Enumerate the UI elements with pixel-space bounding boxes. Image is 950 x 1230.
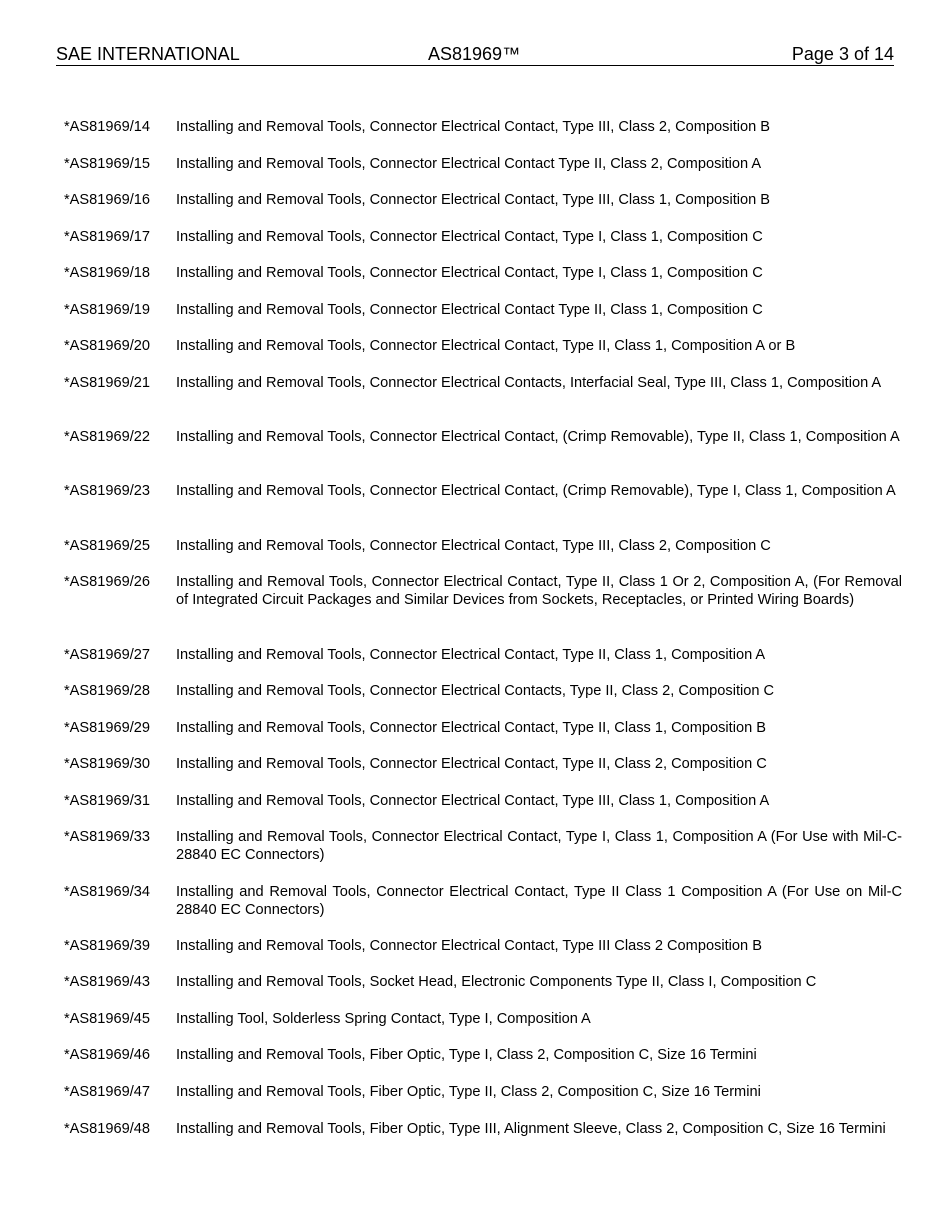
entry-code: *AS81969/14 <box>64 119 151 135</box>
entry-description: Installing Tool, Solderless Spring Contact, Type I, Composition A <box>176 1011 591 1027</box>
list-item <box>64 1083 902 1101</box>
list-item <box>64 792 902 810</box>
entry-code: *AS81969/15 <box>64 156 151 172</box>
list-item <box>64 191 902 209</box>
entry-code: *AS81969/18 <box>64 265 151 281</box>
list-item <box>64 118 902 136</box>
page-header <box>56 44 894 66</box>
list-item <box>64 937 902 955</box>
entry-description: Installing and Removal Tools, Connector Electrical Contact, (Crimp Removable), Type I, Class 1, Composition A <box>176 483 896 499</box>
list-item <box>64 573 902 609</box>
entry-description: Installing and Removal Tools, Fiber Optic, Type I, Class 2, Composition C, Size 16 Termini <box>176 1047 757 1063</box>
entry-description: Installing and Removal Tools, Connector Electrical Contact, Type II, Class 1, Composition A or B <box>176 338 796 354</box>
list-item <box>64 646 902 664</box>
entry-code: *AS81969/34 <box>64 884 151 900</box>
entry-description: Installing and Removal Tools, Fiber Optic, Type III, Alignment Sleeve, Class 2, Composition C, Size 16 Termini <box>176 1121 886 1137</box>
entry-code: *AS81969/25 <box>64 538 151 554</box>
entry-code: *AS81969/39 <box>64 938 151 954</box>
list-item <box>64 1120 902 1138</box>
list-item <box>64 337 902 355</box>
entry-code: *AS81969/27 <box>64 647 151 663</box>
entry-code: *AS81969/29 <box>64 720 151 736</box>
list-item <box>64 264 902 282</box>
list-item <box>64 755 902 773</box>
entry-code: *AS81969/28 <box>64 683 151 699</box>
list-item <box>64 155 902 173</box>
entry-description: Installing and Removal Tools, Connector Electrical Contact, Type III, Class 2, Composition B <box>176 119 771 135</box>
entry-description: Installing and Removal Tools, Connector Electrical Contact Type II, Class 2, Composition A <box>176 156 762 172</box>
entry-description: Installing and Removal Tools, Connector Electrical Contact, Type III Class 2 Composition B <box>176 938 762 954</box>
entry-description: Installing and Removal Tools, Connector Electrical Contacts, Interfacial Seal, Type III, Class 1, Composition A <box>176 375 882 391</box>
entry-description: Installing and Removal Tools, Socket Head, Electronic Components Type II, Class I, Composition C <box>176 974 817 990</box>
list-item <box>64 719 902 737</box>
entry-code: *AS81969/21 <box>64 375 151 391</box>
list-item <box>64 1046 902 1064</box>
entry-code: *AS81969/17 <box>64 229 151 245</box>
entry-description: Installing and Removal Tools, Connector Electrical Contact Type II, Class 1, Composition C <box>176 302 763 318</box>
list-item <box>64 828 902 864</box>
entry-code: *AS81969/43 <box>64 974 151 990</box>
entry-description: Installing and Removal Tools, Connector Electrical Contact, Type III, Class 1, Composition B <box>176 192 771 208</box>
list-item <box>64 537 902 555</box>
entry-code: *AS81969/19 <box>64 302 151 318</box>
list-item <box>64 883 902 919</box>
entry-code: *AS81969/26 <box>64 574 151 590</box>
header-page-number: Page 3 of 14 <box>791 44 894 64</box>
list-item <box>64 682 902 700</box>
entry-code: *AS81969/33 <box>64 829 151 845</box>
entry-description: Installing and Removal Tools, Connector Electrical Contact, Type III, Class 2, Composition C <box>176 538 771 554</box>
list-item <box>64 1010 902 1028</box>
entry-code: *AS81969/30 <box>64 756 151 772</box>
entry-code: *AS81969/47 <box>64 1084 151 1100</box>
entry-description: Installing and Removal Tools, Connector Electrical Contact, Type II, Class 2, Composition C <box>176 756 767 772</box>
list-item <box>64 374 902 392</box>
list-item <box>64 228 902 246</box>
list-item <box>64 482 902 500</box>
entry-code: *AS81969/22 <box>64 429 151 445</box>
entry-description: Installing and Removal Tools, Connector Electrical Contact, Type III, Class 1, Composition A <box>176 793 770 809</box>
entry-description: Installing and Removal Tools, Connector Electrical Contact, Type I, Class 1, Composition C <box>176 265 763 281</box>
entry-code: *AS81969/16 <box>64 192 151 208</box>
entry-code: *AS81969/31 <box>64 793 151 809</box>
list-item <box>64 973 902 991</box>
header-organization: SAE INTERNATIONAL <box>56 44 240 64</box>
entry-description: Installing and Removal Tools, Connector Electrical Contact, Type II Class 1 Composition A (For Use on Mil-C 28840 EC Connectors) <box>176 884 902 918</box>
entry-description: Installing and Removal Tools, Connector Electrical Contact, Type II, Class 1 Or 2, Composition A, (For Removal of Integrated Circuit Packages and Similar Devices from Sockets, Receptacles, or Printed Wiring Boards) <box>176 574 902 608</box>
entry-code: *AS81969/48 <box>64 1121 151 1137</box>
entry-description: Installing and Removal Tools, Fiber Optic, Type II, Class 2, Composition C, Size 16 Termini <box>176 1084 761 1100</box>
entry-description: Installing and Removal Tools, Connector Electrical Contact, Type II, Class 1, Composition A <box>176 647 766 663</box>
entry-description: Installing and Removal Tools, Connector Electrical Contact, Type II, Class 1, Composition B <box>176 720 766 736</box>
list-item <box>64 428 902 446</box>
entry-code: *AS81969/45 <box>64 1011 151 1027</box>
entry-code: *AS81969/46 <box>64 1047 151 1063</box>
entry-description: Installing and Removal Tools, Connector Electrical Contact, Type I, Class 1, Composition C <box>176 229 763 245</box>
entry-description: Installing and Removal Tools, Connector Electrical Contacts, Type II, Class 2, Composition C <box>176 683 775 699</box>
entry-description: Installing and Removal Tools, Connector Electrical Contact, Type I, Class 1, Composition A (For Use with Mil-C-28840 EC Connectors) <box>176 829 902 863</box>
list-item <box>64 301 902 319</box>
entry-description: Installing and Removal Tools, Connector Electrical Contact, (Crimp Removable), Type II, Class 1, Composition A <box>176 429 900 445</box>
entry-code: *AS81969/20 <box>64 338 151 354</box>
entry-code: *AS81969/23 <box>64 483 151 499</box>
header-document-number: AS81969™ <box>428 44 521 64</box>
